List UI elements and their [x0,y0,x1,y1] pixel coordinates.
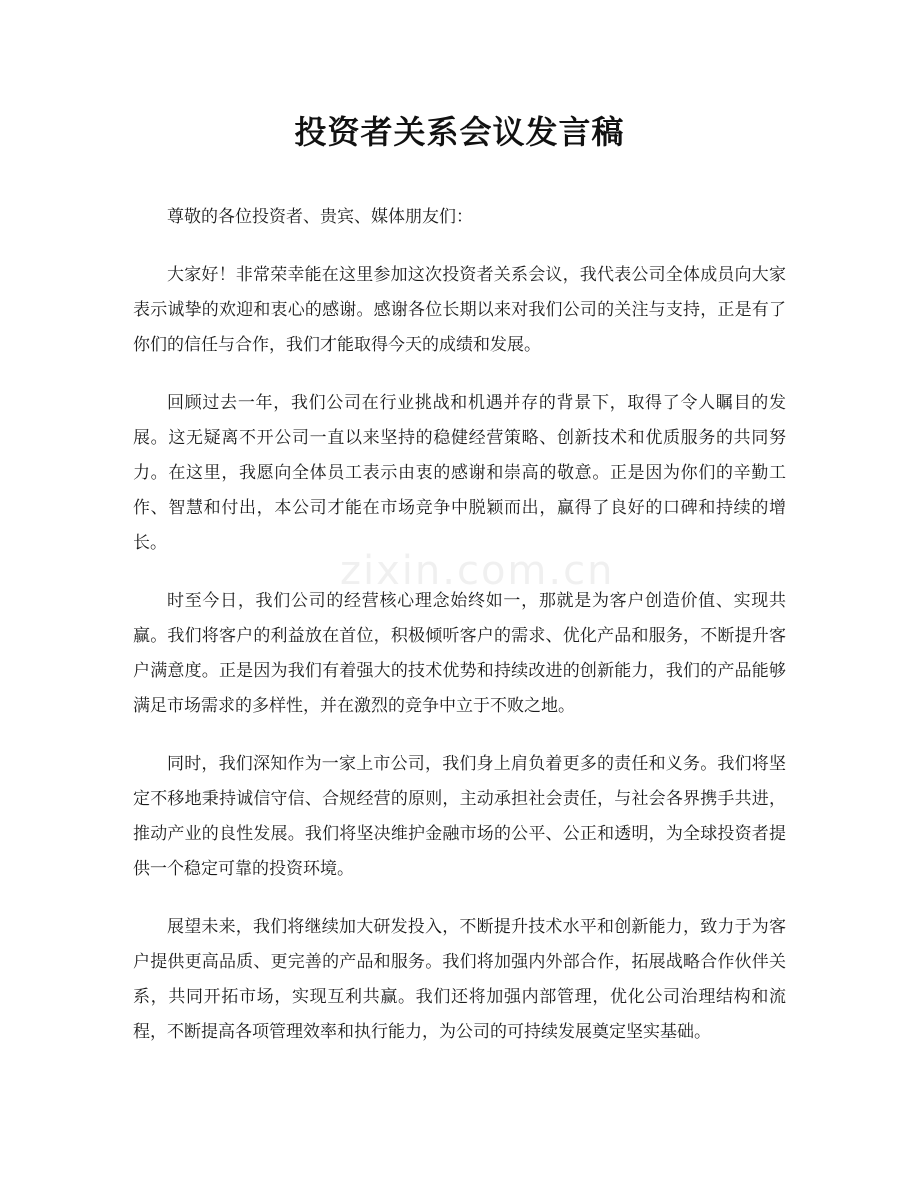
paragraph-review: 回顾过去一年，我们公司在行业挑战和机遇并存的背景下，取得了令人瞩目的发展。这无疑离不开公司一直以来坚持的稳健经营策略、创新技术和优质服务的共同努力。在这里，我愿向全体员工表示由衷的感谢和崇高的敬意。正是因为你们的辛勤工作、智慧和付出，本公司才能在市场竞争中脱颖而出，赢得了良好的口碑和持续的增长。 [133,393,786,553]
paragraph-philosophy: 时至今日，我们公司的经营核心理念始终如一，那就是为客户创造价值、实现共赢。我们将客户的利益放在首位，积极倾听客户的需求、优化产品和服务，不断提升客户满意度。正是因为我们有着强大的技术优势和持续改进的创新能力，我们的产品能够满足市场需求的多样性，并在激烈的竞争中立于不败之地。 [133,591,786,716]
document-title: 投资者关系会议发言稿 [294,113,625,151]
paragraph-salutation: 尊敬的各位投资者、贵宾、媒体朋友们： [167,207,473,227]
paragraph-greeting: 大家好！非常荣幸能在这里参加这次投资者关系会议，我代表公司全体成员向大家表示诚挚的欢迎和衷心的感谢。感谢各位长期以来对我们公司的关注与支持，正是有了你们的信任与合作，我们才能取得今天的成绩和发展。 [133,265,786,355]
watermark: zixin.com.cn [340,548,615,594]
paragraph-responsibility: 同时，我们深知作为一家上市公司，我们身上肩负着更多的责任和义务。我们将坚定不移地秉持诚信守信、合规经营的原则，主动承担社会责任，与社会各界携手共进，推动产业的良性发展。我们将坚决维护金融市场的公平、公正和透明，为全球投资者提供一个稳定可靠的投资环境。 [133,754,786,879]
paragraph-outlook: 展望未来，我们将继续加大研发投入，不断提升技术水平和创新能力，致力于为客户提供更高品质、更完善的产品和服务。我们将加强内外部合作，拓展战略合作伙伴关系，共同开拓市场，实现互利共赢。我们还将加强内部管理，优化公司治理结构和流程，不断提高各项管理效率和执行能力，为公司的可持续发展奠定坚实基础。 [133,917,786,1042]
